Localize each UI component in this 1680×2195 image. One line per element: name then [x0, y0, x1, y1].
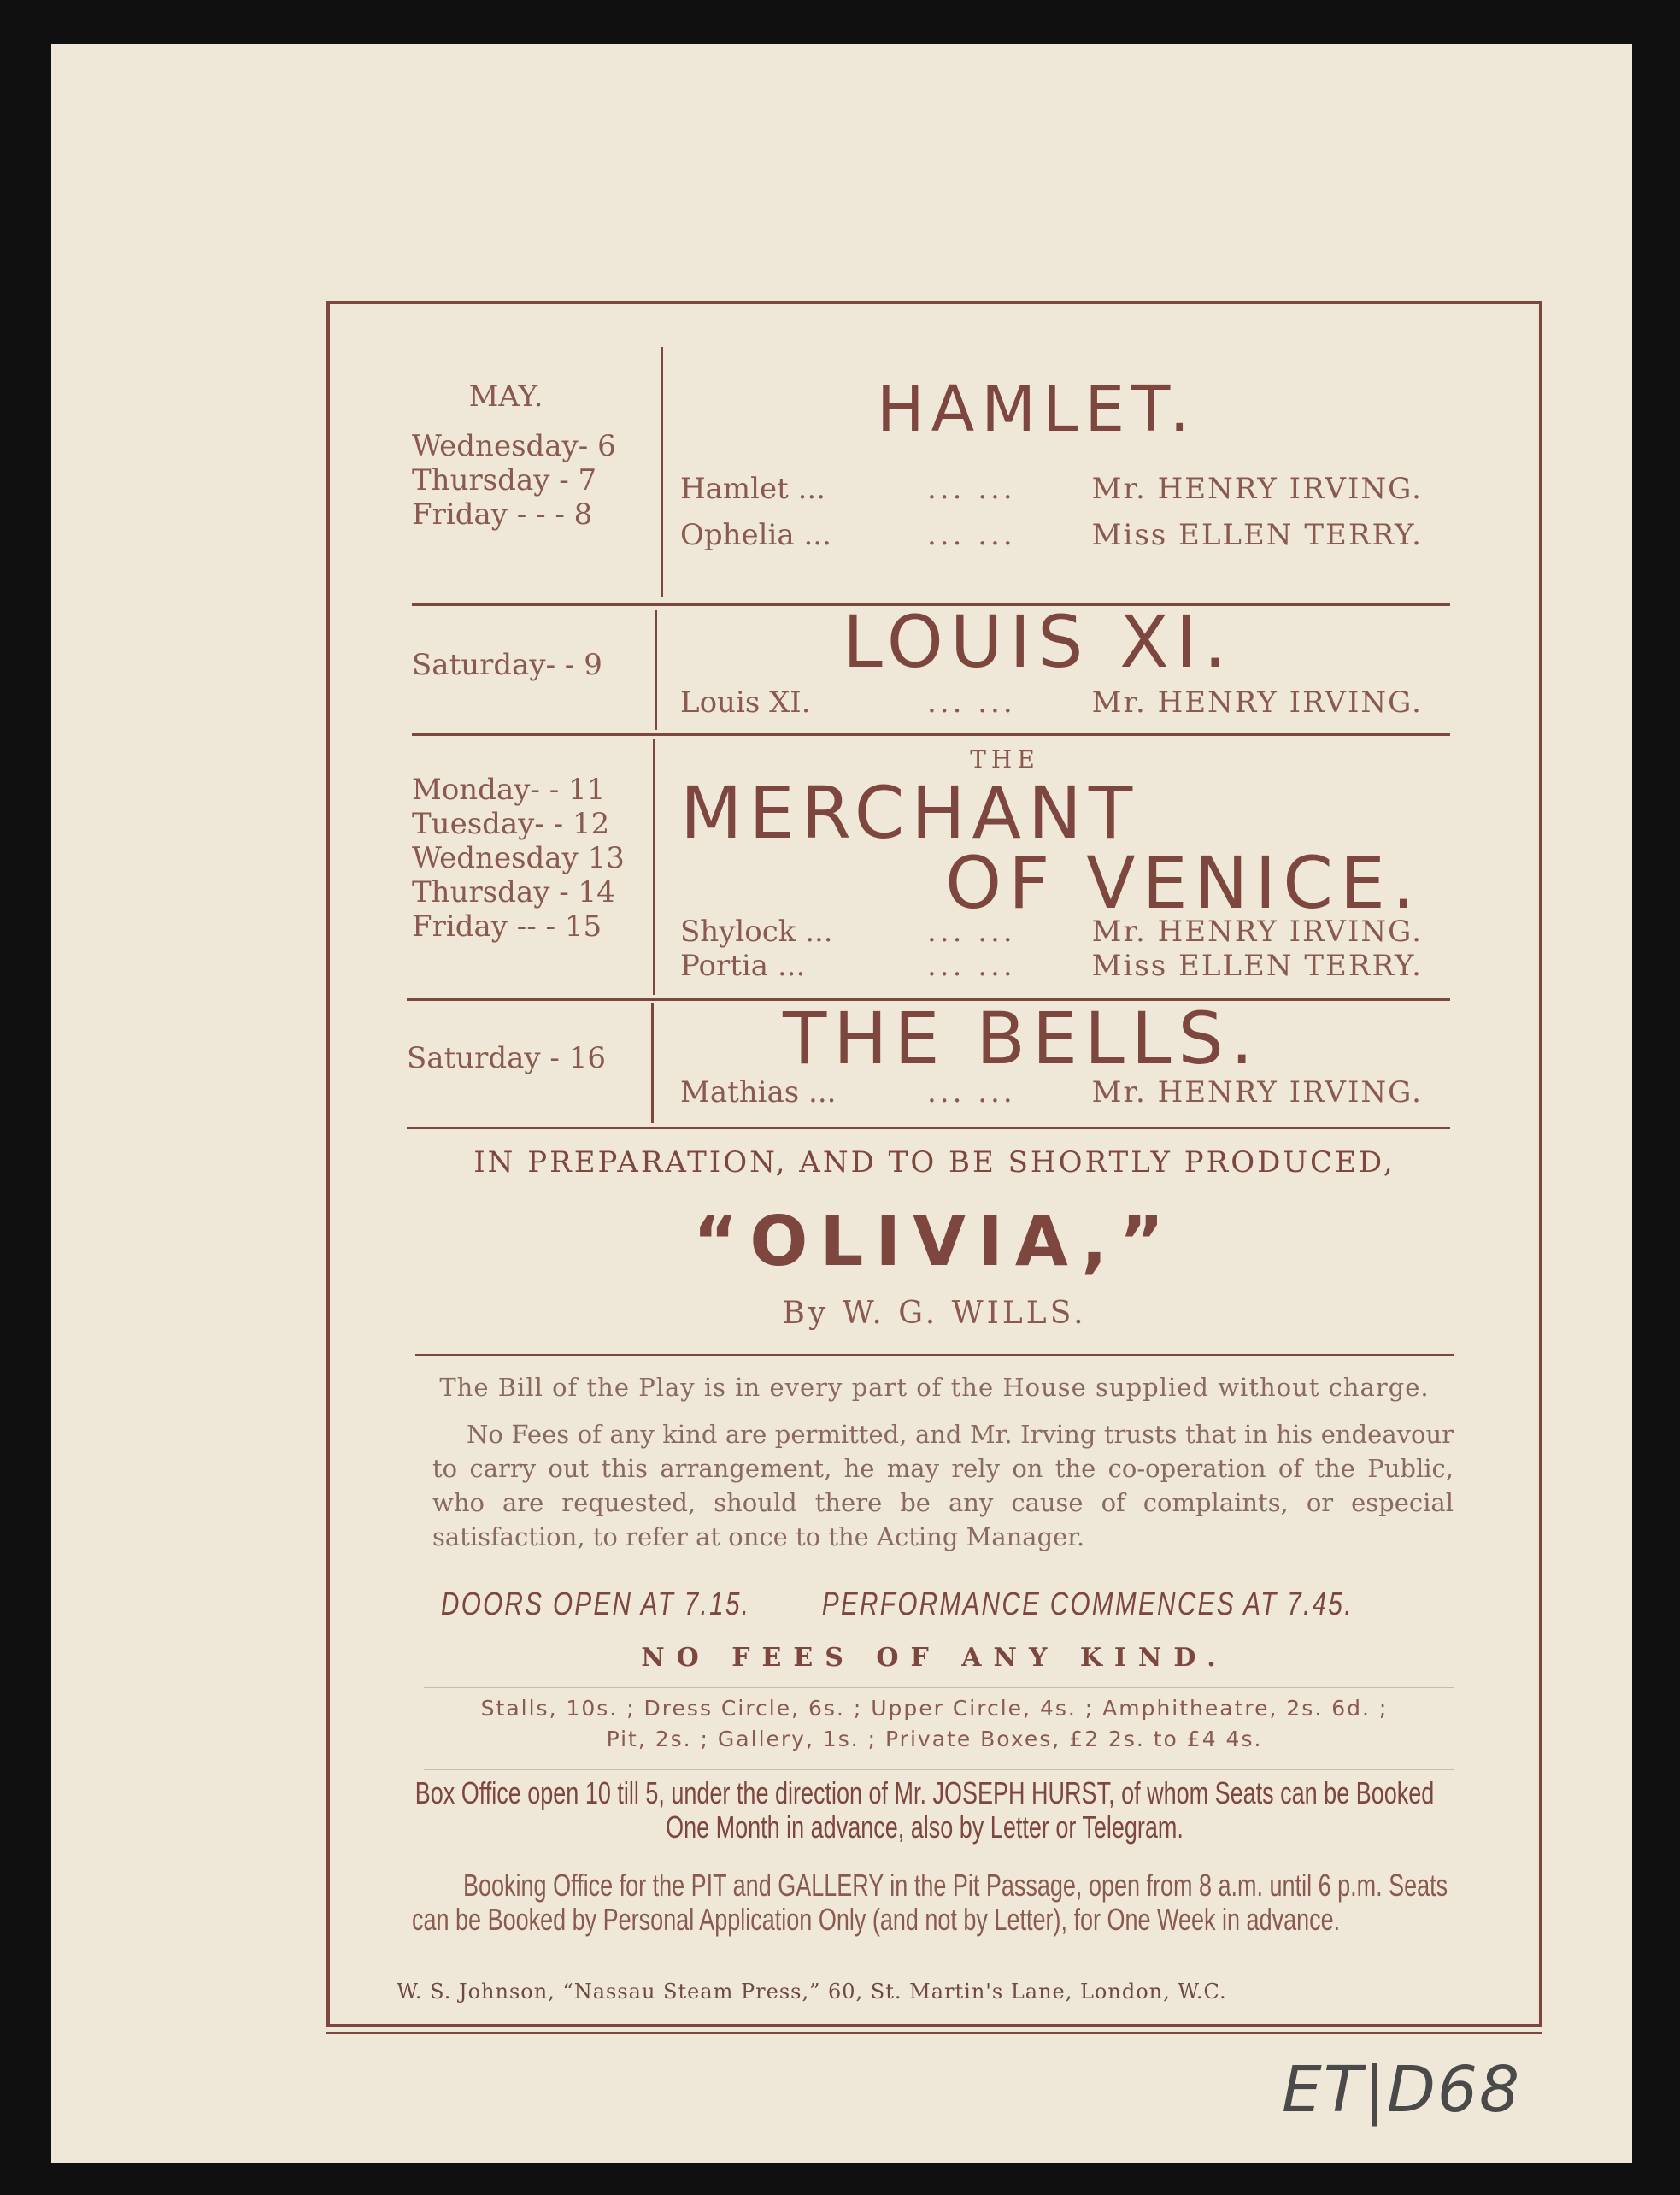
divider-horizontal: [407, 1127, 1450, 1129]
dots: ... ...: [926, 518, 1016, 552]
divider-thin: [424, 1769, 1454, 1770]
merchant-pre-title: THE: [970, 745, 1040, 774]
actor: Mr. HENRY IRVING.: [1091, 1075, 1423, 1109]
date-line: Thursday - 14: [412, 875, 615, 909]
role: Shylock ...: [680, 915, 833, 949]
actor: Mr. HENRY IRVING.: [1091, 686, 1423, 720]
actor: Mr. HENRY IRVING.: [1091, 472, 1423, 506]
date-line: Saturday - 16: [407, 1041, 606, 1075]
cast-line: [680, 915, 1423, 949]
month-label: MAY.: [468, 380, 543, 414]
role: Portia ...: [680, 949, 806, 983]
performance-commences: PERFORMANCE COMMENCES AT 7.45.: [821, 1586, 1354, 1622]
cast-line: [680, 1075, 1423, 1109]
doors-line: [441, 1586, 1441, 1623]
playbill-page: [51, 44, 1632, 2163]
merchant-dates: [412, 773, 660, 944]
dots: ... ...: [926, 686, 1016, 720]
booking-office-text: Booking Office for the PIT and GALLERY in the Pit Passage, open from 8 a.m. until 6 p.m. Seats can be Booked by Personal Application Only (and not by Letter), for One Week in advance.: [412, 1868, 1448, 1937]
dots: ... ...: [926, 472, 1016, 506]
divider-thin: [424, 1687, 1454, 1688]
date-line: Friday - - - 8: [412, 497, 593, 532]
dots: ... ...: [926, 1075, 1016, 1109]
date-line: Friday -- - 15: [412, 909, 602, 944]
cast-line: [680, 949, 1423, 983]
date-line: Monday- - 11: [412, 773, 606, 807]
actor: Miss ELLEN TERRY.: [1091, 518, 1423, 552]
role: Ophelia ...: [680, 518, 831, 552]
merchant-title-line2: OF VENICE.: [945, 841, 1422, 925]
dots: ... ...: [926, 949, 1016, 983]
preparation-line: IN PREPARATION, AND TO BE SHORTLY PRODUCED,: [473, 1145, 1395, 1180]
playbill-frame: [326, 301, 1542, 2027]
dots: ... ...: [926, 915, 1016, 949]
date-line: Tuesday- - 12: [412, 807, 610, 841]
louis-dates: [412, 648, 660, 682]
box-office-text: Box Office open 10 till 5, under the direction of Mr. JOSEPH HURST, of whom Seats can be Booked One Month in advance, also by Letter or Telegram.: [414, 1775, 1435, 1845]
date-line: Saturday- - 9: [412, 648, 602, 682]
cast-line: [680, 518, 1423, 552]
hamlet-dates: [412, 380, 660, 532]
hamlet-title: HAMLET.: [877, 373, 1197, 446]
olivia-title: “OLIVIA,”: [692, 1202, 1177, 1281]
divider-horizontal: [415, 1354, 1454, 1356]
no-fees-heading: NO FEES OF ANY KIND.: [641, 1643, 1228, 1673]
role: Mathias ...: [680, 1075, 837, 1109]
archive-mark: ET|D68: [1282, 2053, 1522, 2127]
divider-vertical: [655, 610, 657, 730]
cast-line: [680, 686, 1423, 720]
role: Hamlet ...: [680, 472, 826, 506]
notice-paragraph: No Fees of any kind are permitted, and Mr. Irving trusts that in his endeavour to carry out this arrangement, he may rely on the co-operation of the Public, who are requested, should there be any cause of complaints, or especial satisfaction, to refer at once to the Acting Manager.: [432, 1420, 1454, 1551]
notice-line1: The Bill of the Play is in every part of the House supplied without charge.: [439, 1373, 1430, 1402]
divider-vertical: [653, 739, 655, 995]
divider-vertical: [651, 1003, 654, 1123]
bells-title: THE BELLS.: [783, 997, 1260, 1080]
doors-open: DOORS OPEN AT 7.15.: [441, 1586, 751, 1622]
author-line: By W. G. WILLS.: [782, 1296, 1087, 1331]
divider-vertical: [661, 347, 663, 597]
role: Louis XI.: [680, 686, 811, 720]
prices-line1: Stalls, 10s. ; Dress Circle, 6s. ; Upper Circle, 4s. ; Amphitheatre, 2s. 6d. ;: [480, 1696, 1389, 1721]
actor: Mr. HENRY IRVING.: [1091, 915, 1423, 949]
cast-line: [680, 472, 1423, 506]
merchant-title-line1: MERCHANT: [680, 771, 1140, 855]
date-line: Wednesday 13: [412, 841, 625, 875]
date-line: Thursday - 7: [412, 463, 597, 497]
louis-title: LOUIS XI.: [843, 600, 1234, 684]
date-line: Wednesday- 6: [412, 429, 616, 463]
actor: Miss ELLEN TERRY.: [1091, 949, 1423, 983]
divider-horizontal: [412, 733, 1450, 736]
prices-line2: Pit, 2s. ; Gallery, 1s. ; Private Boxes, £2 2s. to £4 4s.: [606, 1727, 1263, 1751]
printer-imprint: W. S. Johnson, “Nassau Steam Press,” 60, St. Martin's Lane, London, W.C.: [397, 1980, 1227, 2004]
bells-dates: [407, 1041, 655, 1075]
